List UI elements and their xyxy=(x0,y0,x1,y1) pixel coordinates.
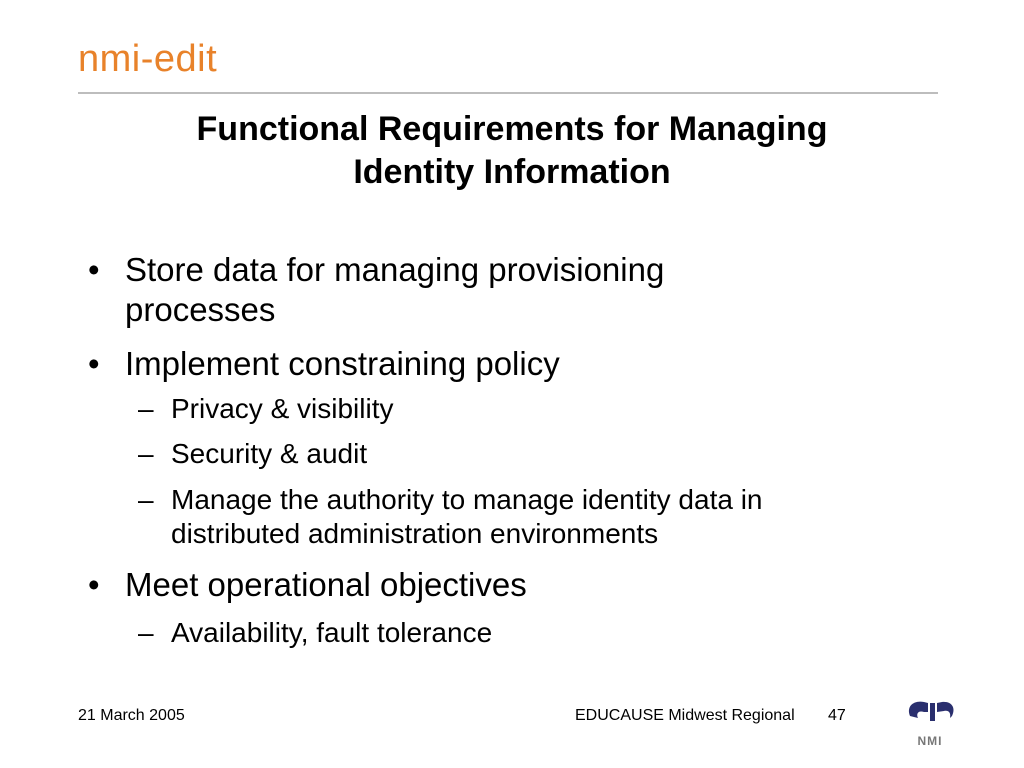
logo-text: NMI xyxy=(917,734,943,748)
nmi-logo-icon xyxy=(900,694,960,754)
sub-bullet-marker: – xyxy=(138,617,154,648)
slide-title-line1: Functional Requirements for Managing xyxy=(196,110,828,148)
sub-bullet-text: Privacy & visibility xyxy=(171,393,394,424)
footer-event: EDUCAUSE Midwest Regional xyxy=(575,707,795,724)
footer-page-number: 47 xyxy=(828,707,846,724)
sub-bullet-marker: – xyxy=(138,393,154,424)
bullet-marker: • xyxy=(88,566,100,603)
bullet-marker: • xyxy=(88,251,100,288)
slide-title-line2: Identity Information xyxy=(353,153,671,191)
sub-bullet-text-line2: distributed administration environments xyxy=(171,518,659,549)
sub-bullet-text: Security & audit xyxy=(171,438,368,469)
sub-bullet-text-line1: Manage the authority to manage identity data in xyxy=(171,484,763,515)
bullet-text-line2: processes xyxy=(125,291,276,328)
bullet-text xyxy=(125,250,825,330)
sub-bullet-text: Availability, fault tolerance xyxy=(171,617,493,648)
sub-bullet-marker: – xyxy=(138,484,154,515)
footer-date: 21 March 2005 xyxy=(78,707,185,724)
sub-bullet-marker: – xyxy=(138,438,154,469)
bullet-marker: • xyxy=(88,345,100,382)
brand-wordmark: nmi-edit xyxy=(78,38,218,80)
nmi-logo-mark xyxy=(900,694,960,734)
sub-bullet-text xyxy=(171,483,911,551)
bullet-text-line1: Store data for managing provisioning xyxy=(125,251,665,288)
bullet-text: Meet operational objectives xyxy=(125,566,527,603)
bullet-text: Implement constraining policy xyxy=(125,345,560,382)
